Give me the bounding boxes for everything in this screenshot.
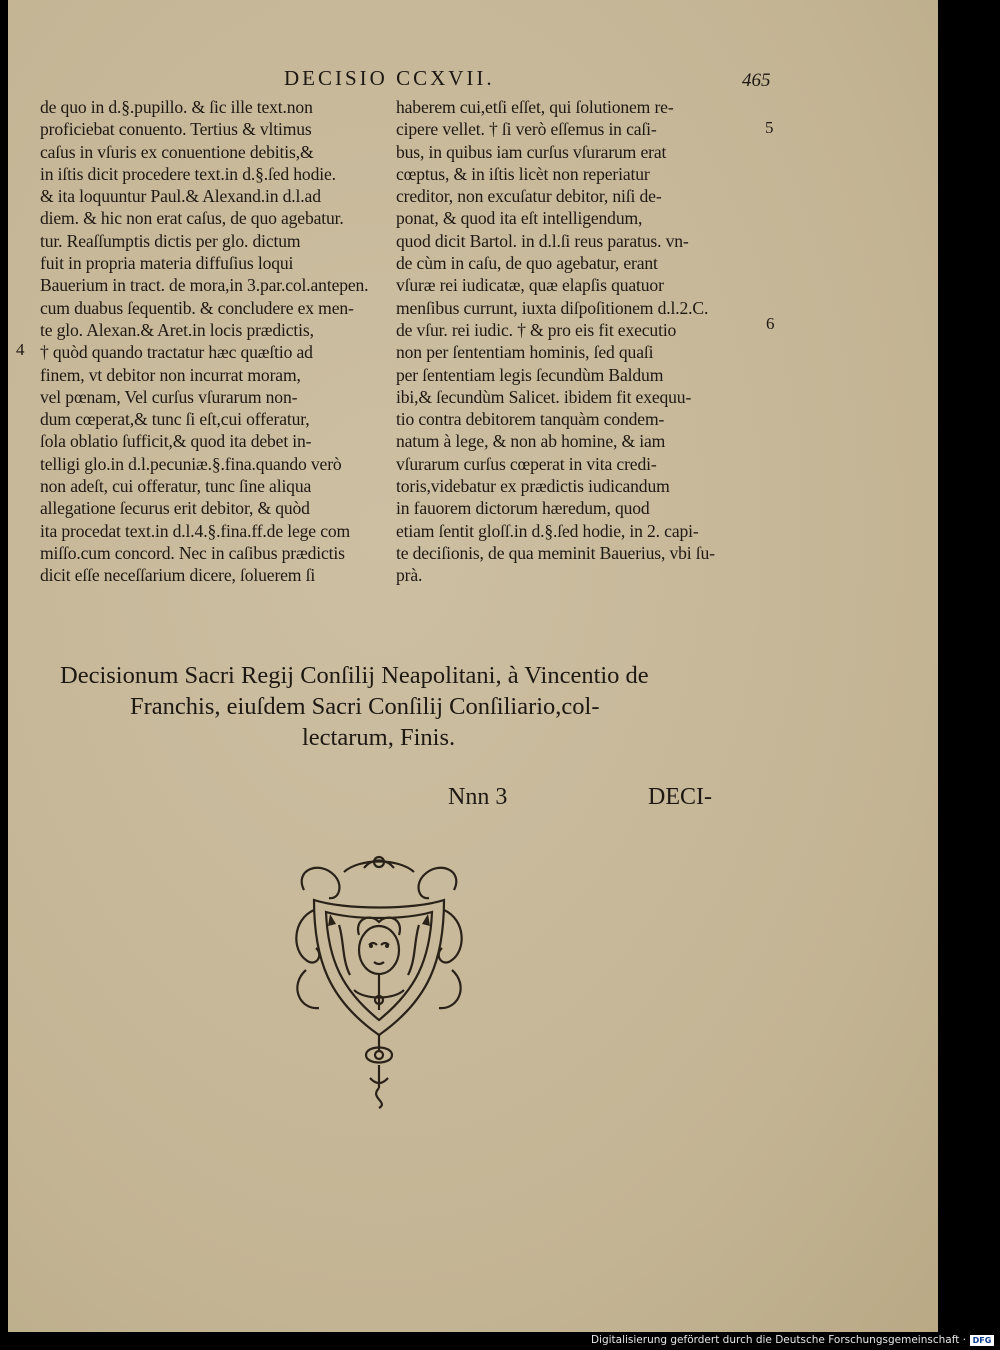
text-line: bus, in quibus iam curſus vſurarum erat — [396, 141, 667, 162]
text-line: proficiebat conuento. Tertius & vltimus — [40, 119, 312, 140]
page-number: 465 — [742, 70, 771, 91]
text-line: vel pœnam, Vel curſus vſurarum non- — [40, 386, 298, 407]
text-line: menſibus currunt, iuxta diſpoſitionem d.l.2.C. — [396, 297, 709, 318]
text-line: ſola oblatio ſufficit,& quod ita debet in- — [40, 431, 312, 452]
text-line: de quo in d.§.pupillo. & ſic ille text.non — [40, 97, 313, 117]
book-page — [8, 0, 938, 1332]
text-line: creditor, non excuſatur debitor, niſi de- — [396, 186, 662, 207]
text-line: quod dicit Bartol. in d.l.ſi reus paratus. vn- — [396, 230, 689, 251]
text-line: vſuræ rei iudicatæ, quæ elapſis quatuor — [396, 275, 664, 296]
text-line: non adeſt, cui offeratur, tunc ſine aliqua — [40, 476, 312, 497]
text-line: natum à lege, & non ab homine, & iam — [396, 431, 666, 452]
text-line: diem. & hic non erat caſus, de quo agebatur. — [40, 208, 344, 229]
text-line: telligi glo.in d.l.pecuniæ.§.fina.quando verò — [40, 453, 342, 474]
text-line: ita procedat text.in d.l.4.§.fina.ff.de lege com — [40, 520, 351, 541]
text-line: finem, vt debitor non incurrat moram, — [40, 364, 301, 385]
text-line: Bauerium in tract. de mora,in 3.par.col.antepen. — [40, 275, 369, 296]
text-line: tio contra debitorem tanquàm condem- — [396, 409, 665, 430]
left-column — [40, 96, 390, 587]
catchword: DECI- — [648, 784, 712, 810]
colophon-line-3: lectarum, Finis. — [302, 724, 456, 751]
text-line: dicit eſſe neceſſarium dicere, ſoluerem ſi — [40, 565, 316, 586]
text-line: cipere vellet. † ſi verò eſſemus in caſi- — [396, 119, 657, 140]
margin-note-6: 6 — [766, 314, 775, 333]
text-line: toris,videbatur ex prædictis iudicandum — [396, 476, 670, 497]
text-line: te glo. Alexan.& Aret.in locis prædictis, — [40, 319, 314, 340]
text-line: non per ſententiam hominis, ſed quaſi — [396, 342, 654, 363]
text-line: cœptus, & in iſtis licèt non reperiatur — [396, 163, 650, 184]
running-title: DECISIO CCXVII. — [284, 66, 495, 90]
text-line: ponat, & quod ita eſt intelligendum, — [396, 208, 643, 229]
text-line: ibi,& ſecundùm Salicet. ibidem fit exequu- — [396, 386, 692, 407]
footer-bar — [0, 1332, 1000, 1350]
margin-note-4: 4 — [16, 340, 25, 359]
text-line: prà. — [396, 565, 423, 586]
margin-note-5: 5 — [765, 118, 774, 137]
colophon — [60, 660, 760, 753]
text-line: vſurarum curſus cœperat in vita credi- — [396, 453, 657, 474]
text-line: in fauorem dictorum hæredum, quod — [396, 498, 650, 519]
colophon-line-2: Franchis, eiuſdem Sacri Conſilij Conſiliario,col- — [130, 693, 600, 720]
colophon-line-1: Decisionum Sacri Regij Conſilij Neapolitani, à Vincentio de — [60, 662, 649, 689]
printer-device-ornament-icon — [284, 850, 474, 1110]
text-line: de vſur. rei iudic. † & pro eis fit executio — [396, 319, 677, 340]
dfg-logo-icon: DFG — [970, 1335, 994, 1346]
text-line: per ſententiam legis ſecundùm Baldum — [396, 364, 664, 385]
text-line: tur. Reaſſumptis dictis per glo. dictum — [40, 230, 301, 251]
text-line: etiam ſentit gloſſ.in d.§.ſed hodie, in 2. capi- — [396, 520, 699, 541]
text-line: in iſtis dicit procedere text.in d.§.ſed hodie. — [40, 163, 336, 184]
text-line: & ita loquuntur Paul.& Alexand.in d.l.ad — [40, 186, 321, 207]
text-line: fuit in propria materia diffuſius loqui — [40, 253, 294, 274]
signature-mark: Nnn 3 — [448, 784, 508, 810]
page-header — [8, 62, 938, 96]
text-line: miſſo.cum concord. Nec in caſibus prædictis — [40, 542, 345, 563]
text-line: allegatione ſecurus erit debitor, & quòd — [40, 498, 310, 519]
text-line: de cùm in caſu, de quo agebatur, erant — [396, 253, 658, 274]
text-line: te deciſionis, de qua meminit Bauerius, vbi ſu- — [396, 542, 715, 563]
right-column — [396, 96, 748, 587]
text-line: caſus in vſuris ex conuentione debitis,& — [40, 141, 314, 162]
footer-text: Digitalisierung gefördert durch die Deutsche Forschungsgemeinschaft · — [590, 1334, 966, 1346]
text-line: haberem cui,etſi eſſet, qui ſolutionem re- — [396, 97, 674, 117]
text-line: dum cœperat,& tunc ſi eſt,cui offeratur, — [40, 409, 310, 430]
text-line: cum duabus ſequentib. & concludere ex men- — [40, 297, 354, 318]
text-line: † quòd quando tractatur hæc quæſtio ad — [40, 342, 313, 363]
